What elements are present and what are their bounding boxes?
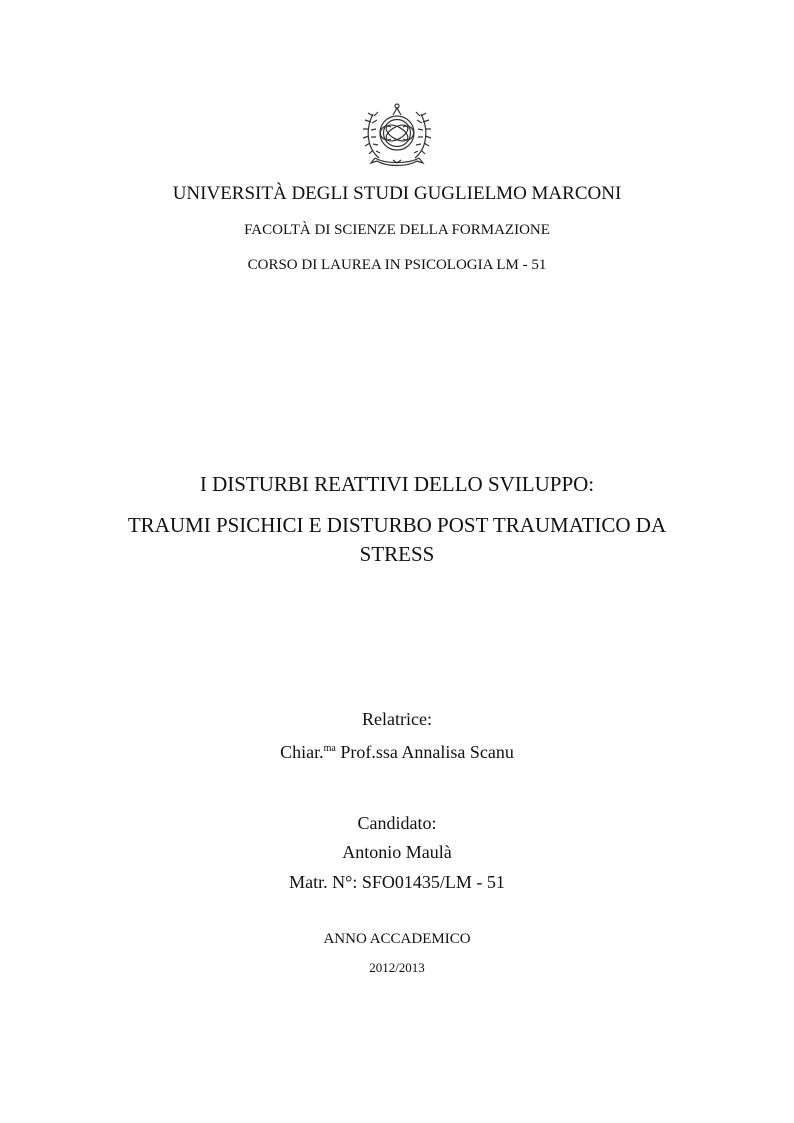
supervisor-name: Prof.ssa Annalisa Scanu xyxy=(335,742,514,762)
supervisor-label: Relatrice: xyxy=(362,709,432,729)
academic-year-value: 2012/2013 xyxy=(369,960,425,975)
supervisor-prefix-superscript: ma xyxy=(323,743,336,754)
candidate-matricola: Matr. N°: SFO01435/LM - 51 xyxy=(289,872,505,892)
supervisor-name-line xyxy=(0,743,794,761)
course-name: CORSO DI LAUREA IN PSICOLOGIA LM - 51 xyxy=(247,257,547,273)
university-seal-icon xyxy=(357,100,437,170)
faculty-name: FACOLTÀ DI SCIENZE DELLA FORMAZIONE xyxy=(244,222,550,238)
supervisor-prefix: Chiar. xyxy=(280,742,324,762)
thesis-title-line-2: TRAUMI PSICHICI E DISTURBO POST TRAUMATICO DA xyxy=(127,513,667,537)
academic-year-label: ANNO ACCADEMICO xyxy=(323,931,471,947)
thesis-title-line-3: STRESS xyxy=(359,542,435,566)
candidate-name: Antonio Maulà xyxy=(342,842,452,862)
university-name: UNIVERSITÀ DEGLI STUDI GUGLIELMO MARCONI xyxy=(172,183,622,204)
thesis-title-line-1: I DISTURBI REATTIVI DELLO SVILUPPO: xyxy=(199,472,595,496)
candidate-label: Candidato: xyxy=(357,813,437,833)
